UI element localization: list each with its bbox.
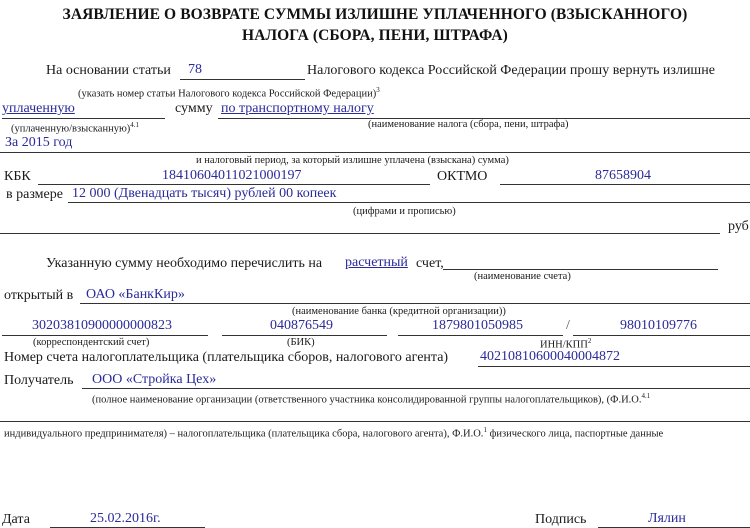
correspondent-account-underline — [2, 335, 208, 336]
account-type-hint: (наименование счета) — [474, 271, 571, 282]
period-underline — [0, 152, 750, 153]
inn-field[interactable]: 1879801050985 — [432, 318, 523, 333]
signature-label: Подпись — [535, 512, 587, 527]
tax-name-hint: (наименование налога (сбора, пени, штрафа) — [368, 119, 569, 130]
bik-underline — [222, 335, 387, 336]
payment-type-hint: (уплаченную/взысканную)$^{4.1}$ — [11, 121, 140, 135]
payment-type-underline — [2, 118, 165, 119]
amount-hint: (цифрами и прописью) — [353, 206, 456, 217]
article-underline — [180, 79, 305, 80]
amount-underline — [68, 202, 750, 203]
tax-name-field[interactable]: по транспортному налогу — [221, 101, 374, 116]
article-label-after: Налогового кодекса Российской Федерации прошу вернуть излишне — [307, 63, 715, 78]
payment-type-field[interactable]: уплаченную — [2, 101, 75, 116]
kbk-field[interactable]: 18410604011021000197 — [162, 168, 302, 183]
article-field[interactable]: 78 — [188, 62, 202, 77]
correspondent-account-field[interactable]: 30203810900000000823 — [32, 318, 172, 333]
bank-hint: (наименование банка (кредитной организации)) — [292, 306, 506, 317]
kpp-field[interactable]: 98010109776 — [620, 318, 697, 333]
kpp-underline — [573, 335, 750, 336]
period-field[interactable]: За 2015 год — [5, 135, 73, 150]
taxpayer-account-field[interactable]: 40210810600040004872 — [480, 349, 620, 364]
period-hint: и налоговый период, за который излишне уплачена (взыскана) сумма) — [196, 155, 509, 166]
kbk-label: КБК — [4, 169, 31, 184]
taxpayer-account-label: Номер счета налогоплательщика (плательщика сборов, налогового агента) — [4, 350, 449, 365]
bik-hint: (БИК) — [287, 337, 315, 348]
recipient-hint-line1: (полное наименование организации (ответственного участника консолидированной группы налогоплательщиков), (Ф.И.О.$^{4.1}$ — [92, 392, 651, 406]
account-type-field[interactable]: расчетный — [345, 255, 408, 270]
date-label: Дата — [2, 512, 30, 527]
taxpayer-account-underline — [478, 366, 750, 367]
account-type-label-after: счет, — [416, 256, 444, 271]
kbk-underline — [38, 184, 430, 185]
amount-label: в размере — [6, 187, 63, 202]
tax-name-label: сумму — [175, 101, 213, 116]
inn-kpp-separator: / — [566, 318, 570, 333]
oktmo-label: ОКТМО — [437, 169, 488, 184]
amount-words-underline — [0, 233, 720, 234]
article-hint: (указать номер статьи Налогового кодекса Российской Федерации)$^3$ — [78, 86, 380, 100]
recipient-label: Получатель — [4, 373, 74, 388]
amount-currency-suffix: руб — [728, 219, 749, 234]
bank-label: открытый в — [4, 288, 74, 303]
amount-field[interactable]: 12 000 (Двенадцать тысяч) рублей 00 копеек — [72, 186, 337, 201]
recipient-field[interactable]: ООО «Стройка Цех» — [92, 372, 217, 387]
oktmo-field[interactable]: 87658904 — [595, 168, 651, 183]
article-label: На основании статьи — [46, 63, 171, 78]
document-title-line2: НАЛОГА (СБОРА, ПЕНИ, ШТРАФА) — [242, 27, 508, 44]
inn-underline — [398, 335, 563, 336]
date-field[interactable]: 25.02.2016г. — [90, 511, 161, 526]
account-type-label: Указанную сумму необходимо перечислить на — [46, 256, 323, 271]
bank-field[interactable]: ОАО «БанкКир» — [86, 287, 185, 302]
document-title-line1: ЗАЯВЛЕНИЕ О ВОЗВРАТЕ СУММЫ ИЗЛИШНЕ УПЛАЧЕННОГО (ВЗЫСКАННОГО) — [62, 6, 688, 23]
recipient-underline — [82, 388, 750, 389]
oktmo-underline — [500, 184, 750, 185]
signature-field[interactable]: Лялин — [648, 511, 686, 526]
bank-underline — [80, 303, 750, 304]
bik-field[interactable]: 040876549 — [270, 318, 333, 333]
recipient-hint-line2: индивидуального предпринимателя) – налогоплательщика (плательщика сбора, налогового агента), Ф.И.О.$^1$ физического лица, паспортные данные — [4, 426, 664, 440]
inn-kpp-hint: ИНН/КПП$^2$ — [540, 337, 592, 351]
correspondent-account-hint: (корреспондентский счет) — [33, 337, 150, 348]
account-type-underline — [443, 269, 718, 270]
recipient-continuation-underline — [0, 421, 750, 422]
